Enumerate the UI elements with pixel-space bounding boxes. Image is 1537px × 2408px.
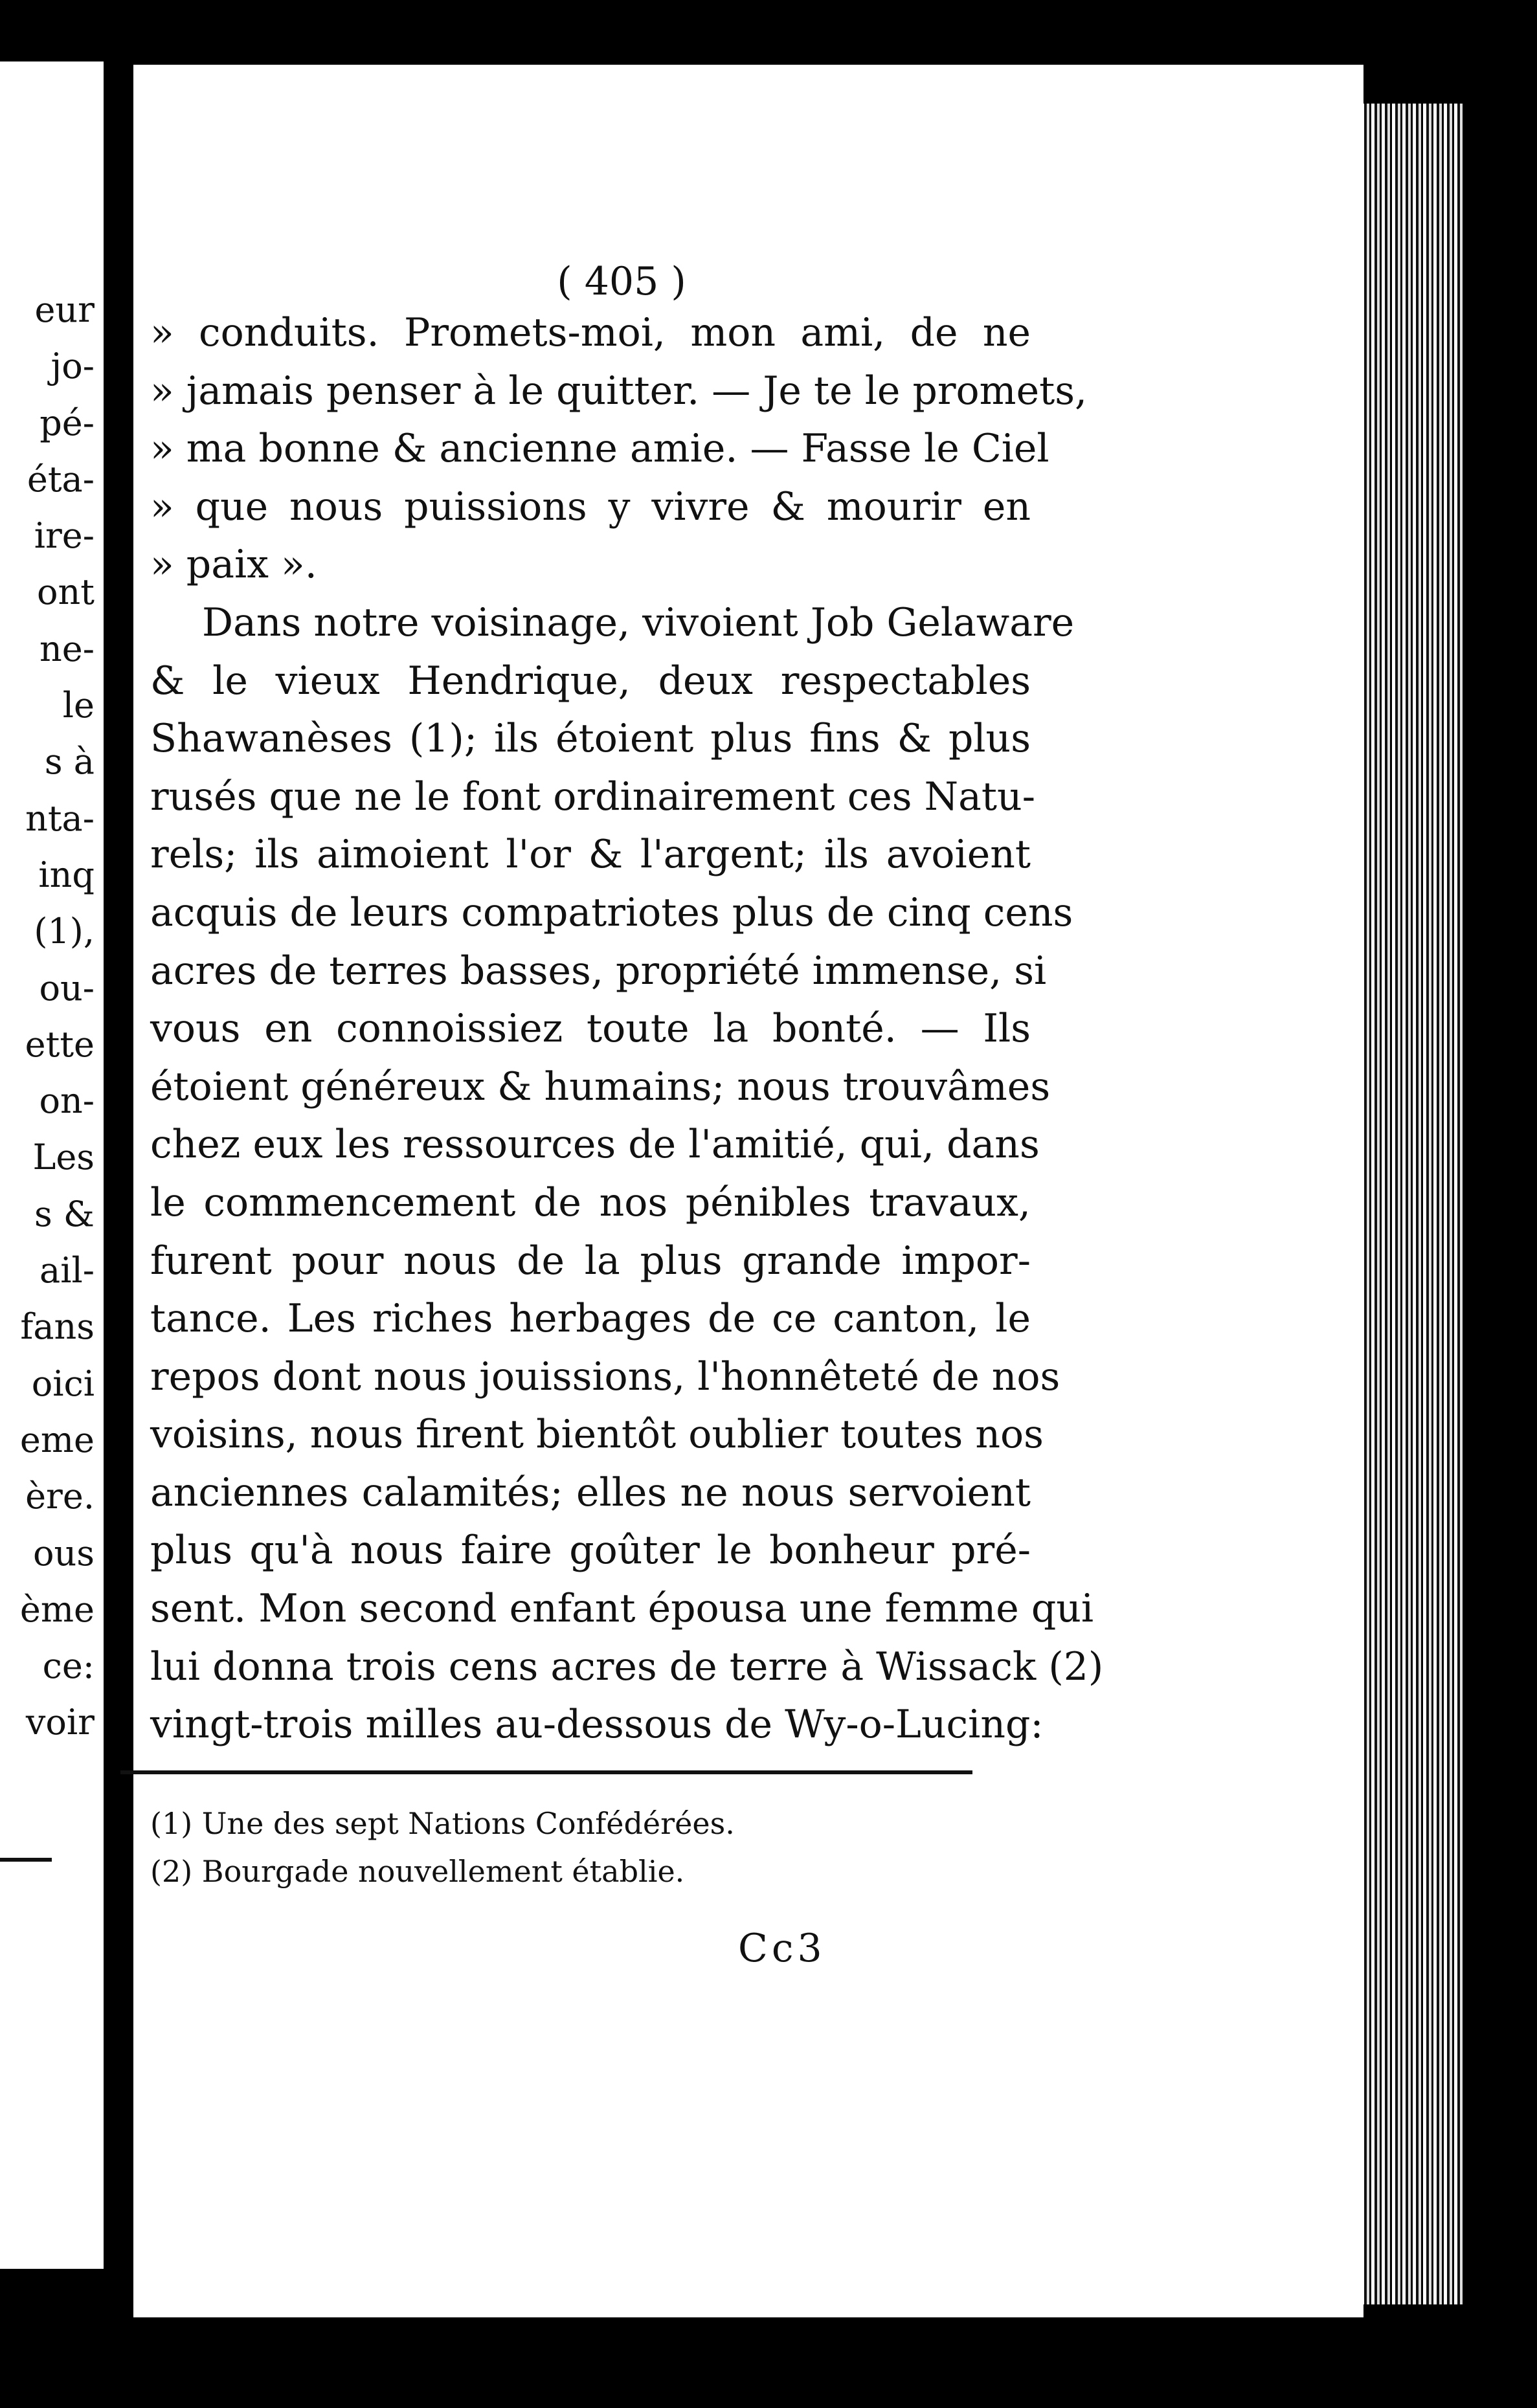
text-line: » jamais penser à le quitter. — Je te le promets, — [150, 368, 1088, 414]
text-line: sent. Mon second enfant épousa une femme qui — [150, 1586, 1094, 1632]
left-fragment: oici — [31, 1363, 95, 1404]
left-fragment: nta- — [25, 797, 95, 839]
left-fragment: fans — [20, 1306, 95, 1348]
left-page-edge — [0, 61, 104, 2269]
text-line: rusés que ne le font ordinairement ces Natu- — [150, 774, 1035, 819]
left-fragment: le — [62, 685, 95, 726]
left-fragment: on- — [39, 1080, 95, 1122]
left-fragment: eur — [34, 289, 95, 330]
text-line: tance. Les riches herbages de ce canton, le — [150, 1296, 1031, 1342]
signature-mark: Cc3 — [738, 1926, 826, 1971]
left-fragment: ire- — [34, 515, 95, 557]
left-fragment: Les — [32, 1137, 95, 1178]
text-line: » paix ». — [150, 542, 317, 588]
book-gutter — [104, 61, 133, 2269]
text-line: anciennes calamités; elles ne nous servoient — [150, 1469, 1031, 1515]
left-fragment: ème — [19, 1589, 95, 1630]
left-fragment: ère. — [25, 1476, 95, 1517]
text-line: repos dont nous jouissions, l'honnêteté de nos — [150, 1354, 1060, 1399]
left-fragment: ou- — [39, 967, 95, 1009]
left-fragment: s & — [34, 1193, 95, 1234]
left-fragment: pé- — [39, 402, 95, 443]
text-line: vingt-trois milles au-dessous de Wy-o-Lucing: — [150, 1702, 1044, 1748]
text-line: voisins, nous firent bientôt oublier toutes nos — [150, 1412, 1044, 1458]
text-line: étoient généreux & humains; nous trouvâmes — [150, 1064, 1051, 1109]
left-fragment: s à — [44, 741, 95, 783]
text-line: lui donna trois cens acres de terre à Wissack (2) — [150, 1644, 1104, 1689]
text-line: chez eux les ressources de l'amitié, qui, dans — [150, 1122, 1040, 1168]
text-line: » ma bonne & ancienne amie. — Fasse le Ciel — [150, 426, 1049, 472]
page-number: ( 405 ) — [557, 259, 686, 304]
footnote-2: (2) Bourgade nouvellement établie. — [150, 1854, 685, 1889]
text-line: Dans notre voisinage, vivoient Job Gelaware — [202, 599, 1075, 645]
left-fragment: jo- — [50, 346, 95, 387]
left-fragment: ous — [32, 1532, 95, 1574]
text-line: rels; ils aimoient l'or & l'argent; ils avoient — [150, 832, 1031, 878]
text-line: plus qu'à nous faire goûter le bonheur pré- — [150, 1528, 1031, 1574]
text-line: le commencement de nos pénibles travaux, — [150, 1179, 1031, 1225]
left-fragment: ce: — [42, 1645, 95, 1687]
body-text — [150, 304, 1104, 1754]
text-line: & le vieux Hendrique, deux respectables — [150, 658, 1031, 704]
text-line: vous en connoissiez toute la bonté. — Ils — [150, 1006, 1031, 1052]
left-page-text — [20, 282, 95, 1751]
footnote-rule — [120, 1770, 972, 1774]
left-fragment: ail- — [39, 1250, 95, 1291]
text-line: » que nous puissions y vivre & mourir en — [150, 484, 1031, 530]
left-fragment: ont — [37, 572, 95, 613]
left-fragment: eme — [19, 1419, 95, 1460]
text-line: furent pour nous de la plus grande impor- — [150, 1238, 1031, 1284]
text-line: acres de terres basses, propriété immense, si — [150, 948, 1047, 994]
footnotes — [150, 1800, 1005, 1895]
left-fragment: ne- — [39, 628, 95, 669]
text-line: acquis de leurs compatriotes plus de cinq cens — [150, 889, 1073, 935]
page-edges-shadow — [1463, 104, 1502, 2304]
left-fragment: ette — [25, 1023, 95, 1065]
text-line: » conduits. Promets-moi, mon ami, de ne — [150, 310, 1031, 355]
footnote-1: (1) Une des sept Nations Confédérées. — [150, 1806, 735, 1841]
left-page-rule — [0, 1858, 52, 1862]
left-fragment: (1), — [34, 911, 95, 952]
left-fragment: inq — [38, 854, 95, 895]
left-fragment: éta- — [27, 458, 95, 500]
left-fragment: voir — [25, 1702, 95, 1743]
text-line: Shawanèses (1); ils étoient plus fins & plus — [150, 716, 1031, 762]
